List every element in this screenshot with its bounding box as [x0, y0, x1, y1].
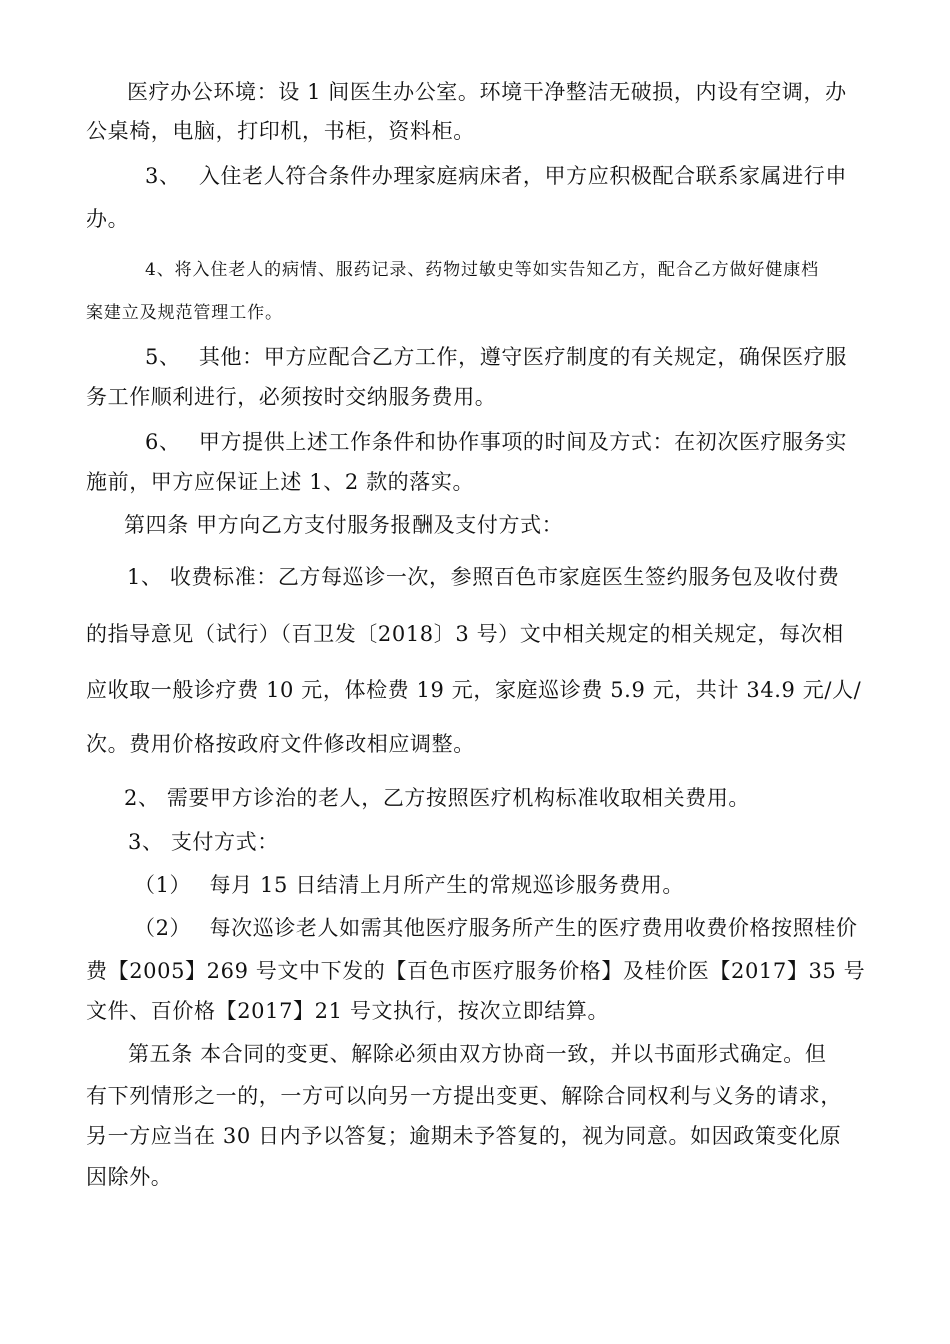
text-line: 6、 甲方提供上述工作条件和协作事项的时间及方式：在初次医疗服务实: [145, 430, 847, 454]
section-heading: 第五条 本合同的变更、解除必须由双方协商一致，并以书面形式确定。但: [128, 1042, 827, 1066]
text-line: 费【2005】269 号文中下发的【百色市医疗服务价格】及桂价医【2017】35 号: [86, 959, 866, 983]
text-line: 办。: [86, 207, 130, 231]
text-line: 3、 入住老人符合条件办理家庭病床者，甲方应积极配合联系家属进行申: [145, 164, 847, 188]
text-line: 医疗办公环境：设 1 间医生办公室。环境干净整洁无破损，内设有空调，办: [127, 80, 847, 104]
text-line: （1） 每月 15 日结清上月所产生的常规巡诊服务费用。: [134, 873, 685, 897]
text-line: 3、 支付方式：: [128, 830, 279, 854]
text-line: 施前，甲方应保证上述 1、2 款的落实。: [86, 470, 475, 494]
text-line: 的指导意见（试行）（百卫发〔2018〕3 号）文中相关规定的相关规定，每次相: [86, 622, 844, 646]
text-line: 4、将入住老人的病情、服药记录、药物过敏史等如实告知乙方，配合乙方做好健康档: [145, 260, 820, 280]
text-line: 另一方应当在 30 日内予以答复；逾期未予答复的，视为同意。如因政策变化原: [86, 1124, 842, 1148]
text-line: 因除外。: [86, 1165, 173, 1189]
text-line: 5、 其他：甲方应配合乙方工作，遵守医疗制度的有关规定，确保医疗服: [145, 345, 847, 369]
section-heading: 第四条 甲方向乙方支付服务报酬及支付方式：: [124, 513, 564, 537]
text-line: 文件、百价格【2017】21 号文执行，按次立即结算。: [86, 999, 610, 1023]
text-line: 应收取一般诊疗费 10 元，体检费 19 元，家庭巡诊费 5.9 元，共计 34.9 元/人/: [86, 678, 862, 702]
text-line: 有下列情形之一的，一方可以向另一方提出变更、解除合同权利与义务的请求，: [86, 1084, 842, 1108]
text-line: 案建立及规范管理工作。: [86, 303, 283, 323]
text-line: 2、 需要甲方诊治的老人，乙方按照医疗机构标准收取相关费用。: [124, 786, 751, 810]
text-line: 1、 收费标准：乙方每巡诊一次，参照百色市家庭医生签约服务包及收付费: [127, 565, 840, 589]
text-line: 务工作顺利进行，必须按时交纳服务费用。: [86, 385, 497, 409]
text-line: 次。费用价格按政府文件修改相应调整。: [86, 732, 475, 756]
text-line: （2） 每次巡诊老人如需其他医疗服务所产生的医疗费用收费价格按照桂价: [134, 916, 858, 940]
text-line: 公桌椅，电脑，打印机，书柜，资料柜。: [86, 119, 475, 143]
